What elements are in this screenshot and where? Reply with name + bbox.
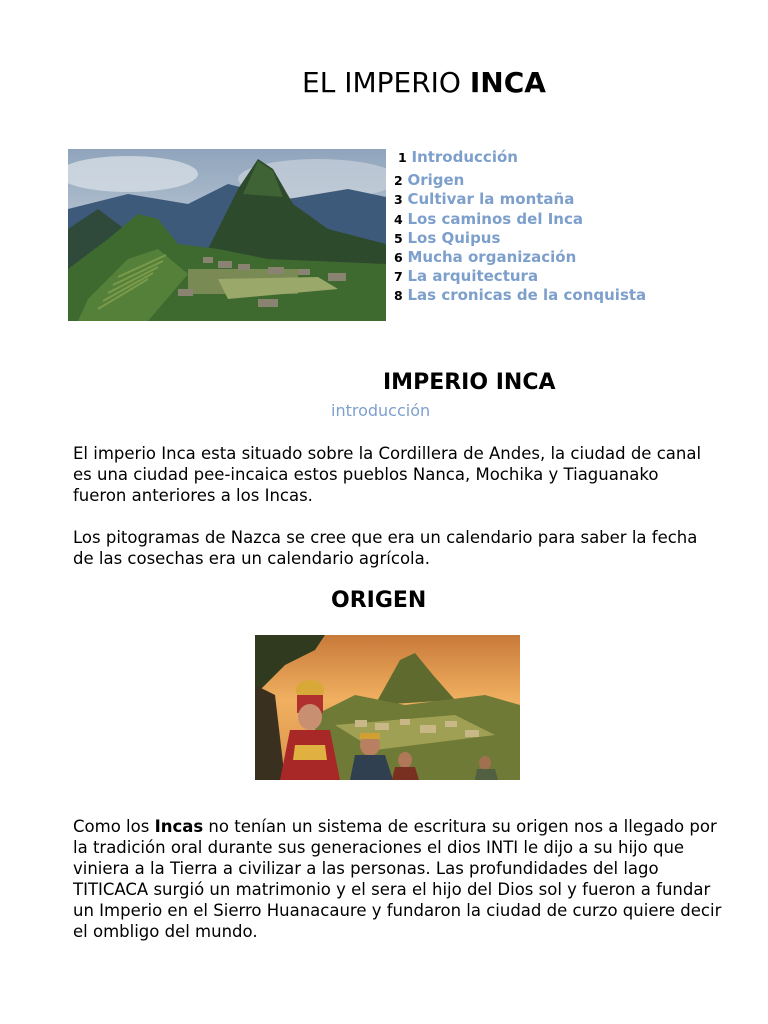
toc-item-5[interactable] <box>394 229 694 248</box>
paragraph-origen <box>73 816 733 942</box>
toc-number: 3 <box>394 192 403 208</box>
toc-number: 8 <box>394 288 403 304</box>
toc-link-cultivar[interactable]: Cultivar la montaña <box>407 190 575 209</box>
toc-item-1[interactable] <box>394 148 694 167</box>
machu-picchu-photo <box>68 149 386 321</box>
toc-link-organizacion[interactable]: Mucha organización <box>407 248 577 267</box>
toc-link-arquitectura[interactable]: La arquitectura <box>407 267 539 286</box>
inca-illustration <box>255 635 520 780</box>
toc-number: 4 <box>394 211 403 227</box>
section-heading-imperio-inca: IMPERIO INCA <box>383 370 556 395</box>
paragraph-introduccion-2: Los pitogramas de Nazca se cree que era un calendario para saber la fecha de las cosechas era un calendario agrícola. <box>73 528 698 568</box>
toc-item-2[interactable] <box>394 171 694 190</box>
title-regular: EL IMPERIO <box>302 66 470 99</box>
toc-link-caminos[interactable]: Los caminos del Inca <box>407 209 583 228</box>
toc-number: 2 <box>394 173 403 189</box>
toc-item-6[interactable] <box>394 248 694 267</box>
toc-link-quipus[interactable]: Los Quipus <box>407 228 501 247</box>
section-heading-origen: ORIGEN <box>331 588 427 613</box>
toc-item-4[interactable] <box>394 210 694 229</box>
toc-link-origen[interactable]: Origen <box>407 171 465 190</box>
table-of-contents <box>394 148 694 306</box>
paragraph-origen-bold: Incas <box>154 817 204 836</box>
title-bold: INCA <box>469 66 546 99</box>
toc-number: 6 <box>394 250 403 266</box>
toc-number: 1 <box>398 150 407 165</box>
toc-item-8[interactable] <box>394 286 694 305</box>
section-subheading-introduccion: introducción <box>331 401 431 420</box>
toc-item-7[interactable] <box>394 267 694 286</box>
paragraph-origen-start: Como los <box>73 817 155 836</box>
toc-number: 7 <box>394 269 403 285</box>
paragraph-origen-rest: no tenían un sistema de escritura su origen nos a llegado por la tradición oral durante sus generaciones el dios INTI le dijo a su hijo que viniera a la Tierra a civilizar a las personas. Las profundidades del lago TITICACA surgió un matrimonio y el sera el hijo del Dios sol y fueron a fundar un Imperio en el Sierro Huanacaure y fundaron la ciudad de curzo quiere decir el ombligo del mundo. <box>73 817 722 941</box>
document-title <box>0 66 768 99</box>
toc-link-cronicas[interactable]: Las cronicas de la conquista <box>407 286 647 305</box>
paragraph-introduccion-1: El imperio Inca esta situado sobre la Cordillera de Andes, la ciudad de canal es una ciudad pee-incaica estos pueblos Nanca, Mochika y Tiaguanako fueron anteriores a los Incas. <box>73 444 702 505</box>
toc-number: 5 <box>394 230 403 246</box>
toc-item-3[interactable] <box>394 190 694 209</box>
toc-link-introduccion[interactable]: Introducción <box>411 148 518 166</box>
